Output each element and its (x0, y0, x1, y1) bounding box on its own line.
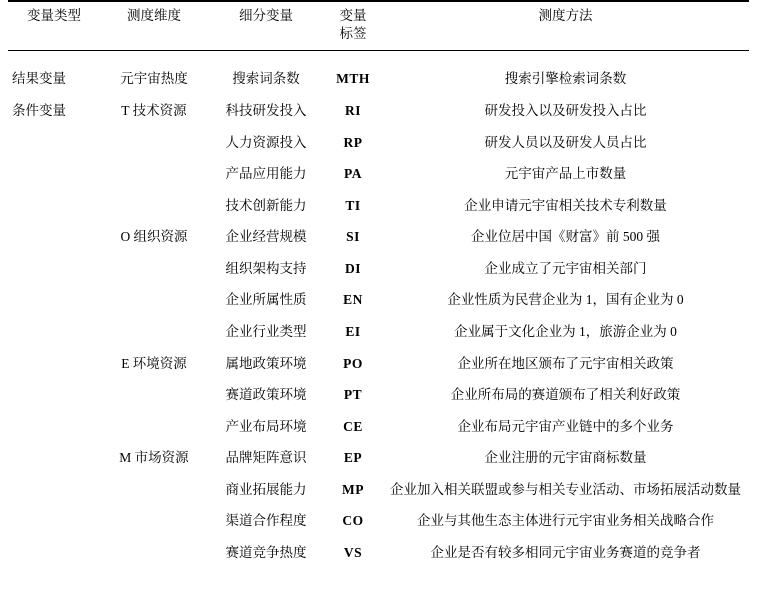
header-label-method: 测度方法 (538, 8, 593, 23)
header-label-tag-line2: 标签 (339, 26, 367, 42)
cell-dimension (100, 253, 208, 285)
cell-method: 企业成立了元宇宙相关部门 (484, 260, 647, 276)
cell-variable-tag: TI (345, 197, 361, 213)
table-row (8, 474, 749, 506)
table-header-row (8, 1, 749, 51)
cell-variable-tag: EP (343, 450, 363, 466)
header-cell-method (382, 1, 749, 51)
cell-variable-tag: RP (343, 134, 363, 150)
cell-variable-tag: MP (342, 481, 364, 497)
cell-method: 企业属于文化企业为 1，旅游企业为 0 (454, 323, 677, 339)
cell-variable-type (8, 505, 100, 537)
cell-dimension: M 市场资源 (119, 450, 189, 466)
cell-variable-type (8, 348, 100, 380)
cell-variable-tag: RI (344, 103, 361, 118)
cell-subvariable: 科技研发投入 (225, 103, 307, 118)
cell-subvariable: 品牌矩阵意识 (225, 450, 307, 466)
cell-method: 企业与其他生态主体进行元宇宙业务相关战略合作 (417, 513, 714, 529)
table-row (8, 63, 749, 95)
cell-variable-tag: PT (343, 387, 363, 403)
table-body (8, 63, 749, 568)
cell-dimension (100, 411, 208, 443)
header-label-variable-type: 变量类型 (27, 8, 81, 23)
cell-dimension: T 技术资源 (121, 103, 187, 118)
cell-method: 企业性质为民营企业为 1，国有企业为 0 (447, 292, 684, 308)
cell-dimension: 元宇宙热度 (120, 71, 188, 87)
table-row (8, 505, 749, 537)
header-cell-subvariable (208, 1, 324, 51)
cell-subvariable: 人力资源投入 (225, 134, 307, 150)
cell-variable-type (8, 379, 100, 411)
cell-variable-type: 结果变量 (12, 71, 66, 87)
cell-method: 企业所布局的赛道颁布了相关利好政策 (450, 387, 681, 403)
cell-variable-type (8, 127, 100, 159)
cell-subvariable: 商业拓展能力 (225, 481, 307, 497)
header-cell-dimension (100, 1, 208, 51)
table-row (8, 221, 749, 253)
cell-variable-type (8, 284, 100, 316)
cell-subvariable: 渠道合作程度 (225, 513, 307, 529)
table-row (8, 348, 749, 380)
header-cell-variable-type (8, 1, 100, 51)
cell-method: 企业注册的元宇宙商标数量 (484, 450, 647, 466)
table-row (8, 442, 749, 474)
cell-variable-type (8, 537, 100, 569)
cell-subvariable: 属地政策环境 (225, 355, 307, 371)
cell-variable-tag: VS (343, 544, 363, 560)
cell-dimension (100, 379, 208, 411)
cell-dimension (100, 316, 208, 348)
cell-method: 企业是否有较多相同元宇宙业务赛道的竞争者 (430, 544, 701, 560)
cell-variable-type (8, 190, 100, 222)
cell-method: 企业位居中国《财富》前 500 强 (471, 229, 660, 245)
header-label-dimension: 测度维度 (127, 8, 181, 23)
cell-dimension (100, 190, 208, 222)
cell-subvariable: 搜索词条数 (232, 71, 300, 87)
cell-method: 企业加入相关联盟或参与相关专业活动、市场拓展活动数量 (390, 481, 741, 497)
cell-subvariable: 赛道政策环境 (225, 387, 307, 403)
cell-variable-type (8, 253, 100, 285)
cell-subvariable: 企业所属性质 (225, 292, 307, 308)
cell-variable-tag: EN (343, 292, 363, 308)
table-row (8, 158, 749, 190)
cell-method: 元宇宙产品上市数量 (504, 166, 627, 182)
table-row (8, 411, 749, 443)
cell-variable-tag: CE (343, 418, 363, 434)
cell-method: 企业所在地区颁布了元宇宙相关政策 (457, 355, 674, 371)
cell-subvariable: 技术创新能力 (225, 197, 307, 213)
table-header-spacer (8, 51, 749, 64)
header-cell-tag (324, 1, 382, 51)
cell-dimension (100, 537, 208, 569)
cell-subvariable: 组织架构支持 (225, 260, 307, 276)
table-row (8, 127, 749, 159)
cell-variable-tag: DI (344, 260, 361, 276)
cell-subvariable: 产业布局环境 (225, 418, 307, 434)
table-row (8, 379, 749, 411)
cell-variable-type (8, 221, 100, 253)
table-row (8, 284, 749, 316)
table-header-spacer-cell (8, 51, 749, 64)
cell-dimension: E 环境资源 (121, 355, 187, 371)
cell-variable-type (8, 158, 100, 190)
cell-method: 搜索引擎检索词条数 (504, 71, 627, 87)
cell-dimension (100, 505, 208, 537)
cell-variable-type: 条件变量 (12, 103, 66, 118)
cell-variable-tag: PA (344, 166, 362, 182)
cell-variable-tag: CO (342, 513, 364, 529)
table-header (8, 1, 749, 63)
table-row (8, 316, 749, 348)
cell-dimension (100, 474, 208, 506)
cell-subvariable: 产品应用能力 (225, 166, 307, 182)
header-label-tag: 变量 (339, 8, 367, 23)
cell-method: 研发投入以及研发投入占比 (484, 103, 647, 118)
table-row (8, 537, 749, 569)
cell-dimension (100, 284, 208, 316)
table-row (8, 190, 749, 222)
cell-variable-tag: EI (345, 323, 361, 339)
cell-method: 研发人员以及研发人员占比 (484, 134, 647, 150)
table-row (8, 95, 749, 127)
cell-method: 企业申请元宇宙相关技术专利数量 (464, 197, 667, 213)
cell-variable-type (8, 442, 100, 474)
cell-subvariable: 企业行业类型 (225, 323, 307, 339)
cell-variable-type (8, 411, 100, 443)
cell-method: 企业布局元宇宙产业链中的多个业务 (457, 418, 674, 434)
cell-variable-type (8, 474, 100, 506)
cell-variable-tag: SI (346, 229, 360, 245)
variable-definition-table (8, 0, 749, 568)
cell-dimension (100, 158, 208, 190)
cell-variable-tag: PO (343, 355, 363, 371)
cell-subvariable: 企业经营规模 (225, 229, 307, 245)
table-row (8, 253, 749, 285)
cell-subvariable: 赛道竞争热度 (225, 544, 307, 560)
cell-dimension (100, 127, 208, 159)
cell-variable-tag: MTH (336, 71, 370, 87)
cell-variable-type (8, 316, 100, 348)
header-label-subvariable: 细分变量 (239, 8, 293, 23)
cell-dimension: O 组织资源 (120, 229, 188, 245)
